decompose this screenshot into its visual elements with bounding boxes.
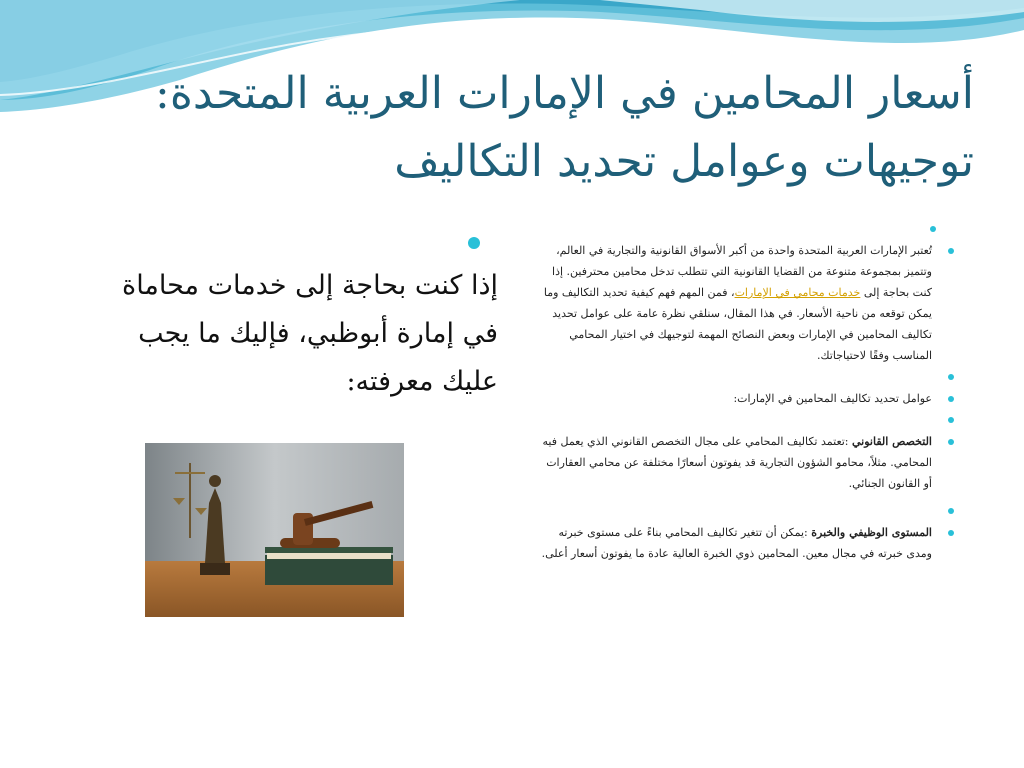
left-text-box — [108, 262, 498, 406]
specialization-paragraph: التخصص القانوني :تعتمد تكاليف المحامي على مجال التخصص القانوني الذي يعمل فيه المحامي. مثلاً، محامو الشؤون التجارية قد يفوتون أسعارًا مختلفة عن محامي العقارات أو القانون الجنائي. — [537, 431, 932, 494]
factors-heading: عوامل تحديد تكاليف المحامين في الإمارات: — [537, 388, 932, 409]
bullet-icon — [948, 439, 954, 445]
bullet-icon — [948, 417, 954, 423]
bullet-icon — [930, 226, 936, 232]
empty-bullet-row — [537, 500, 932, 522]
intro-paragraph: تُعتبر الإمارات العربية المتحدة واحدة من أكبر الأسواق القانونية والتجارية في العالم، وتتميز بمجموعة متنوعة من القضايا القانونية التي تتطلب تدخل محامين محترفين. إذا كنت بحاجة إلى خدمات محامي في الإمارات، فمن المهم فهم كيفية تحديد التكاليف وما يمكن توقعه من ناحية الأسعار. في هذا المقال، سنلقي نظرة عامة على عوامل تحديد تكاليف المحامين في الإمارات وبعض النصائح المهمة لتوجيهك في اختيار المحامي المناسب وفقًا لاحتياجاتك. — [537, 240, 932, 366]
bullet-icon — [948, 396, 954, 402]
empty-bullet-row — [537, 366, 932, 388]
bullet-icon — [948, 374, 954, 380]
bullet-icon — [468, 237, 480, 249]
bullet-icon — [948, 248, 954, 254]
bullet-icon — [948, 530, 954, 536]
empty-bullet-row — [537, 409, 932, 431]
bullet-icon — [948, 508, 954, 514]
article-body — [537, 240, 932, 564]
justice-photo — [145, 443, 404, 617]
abudhabi-intro-text: إذا كنت بحاجة إلى خدمات محاماة في إمارة أبوظبي، فإليك ما يجب عليك معرفته: — [122, 270, 498, 397]
slide-title: أسعار المحامين في الإمارات العربية المتحدة: توجيهات وعوامل تحديد التكاليف — [155, 68, 974, 187]
lawyer-services-link[interactable]: خدمات محامي في الإمارات — [734, 286, 861, 299]
experience-paragraph: المستوى الوظيفي والخبرة :يمكن أن تتغير تكاليف المحامي بناءً على مستوى خبرته ومدى خبرته في مجال معين. المحامين ذوي الخبرة العالية عادة ما يفوتون أسعار أعلى. — [537, 522, 932, 564]
